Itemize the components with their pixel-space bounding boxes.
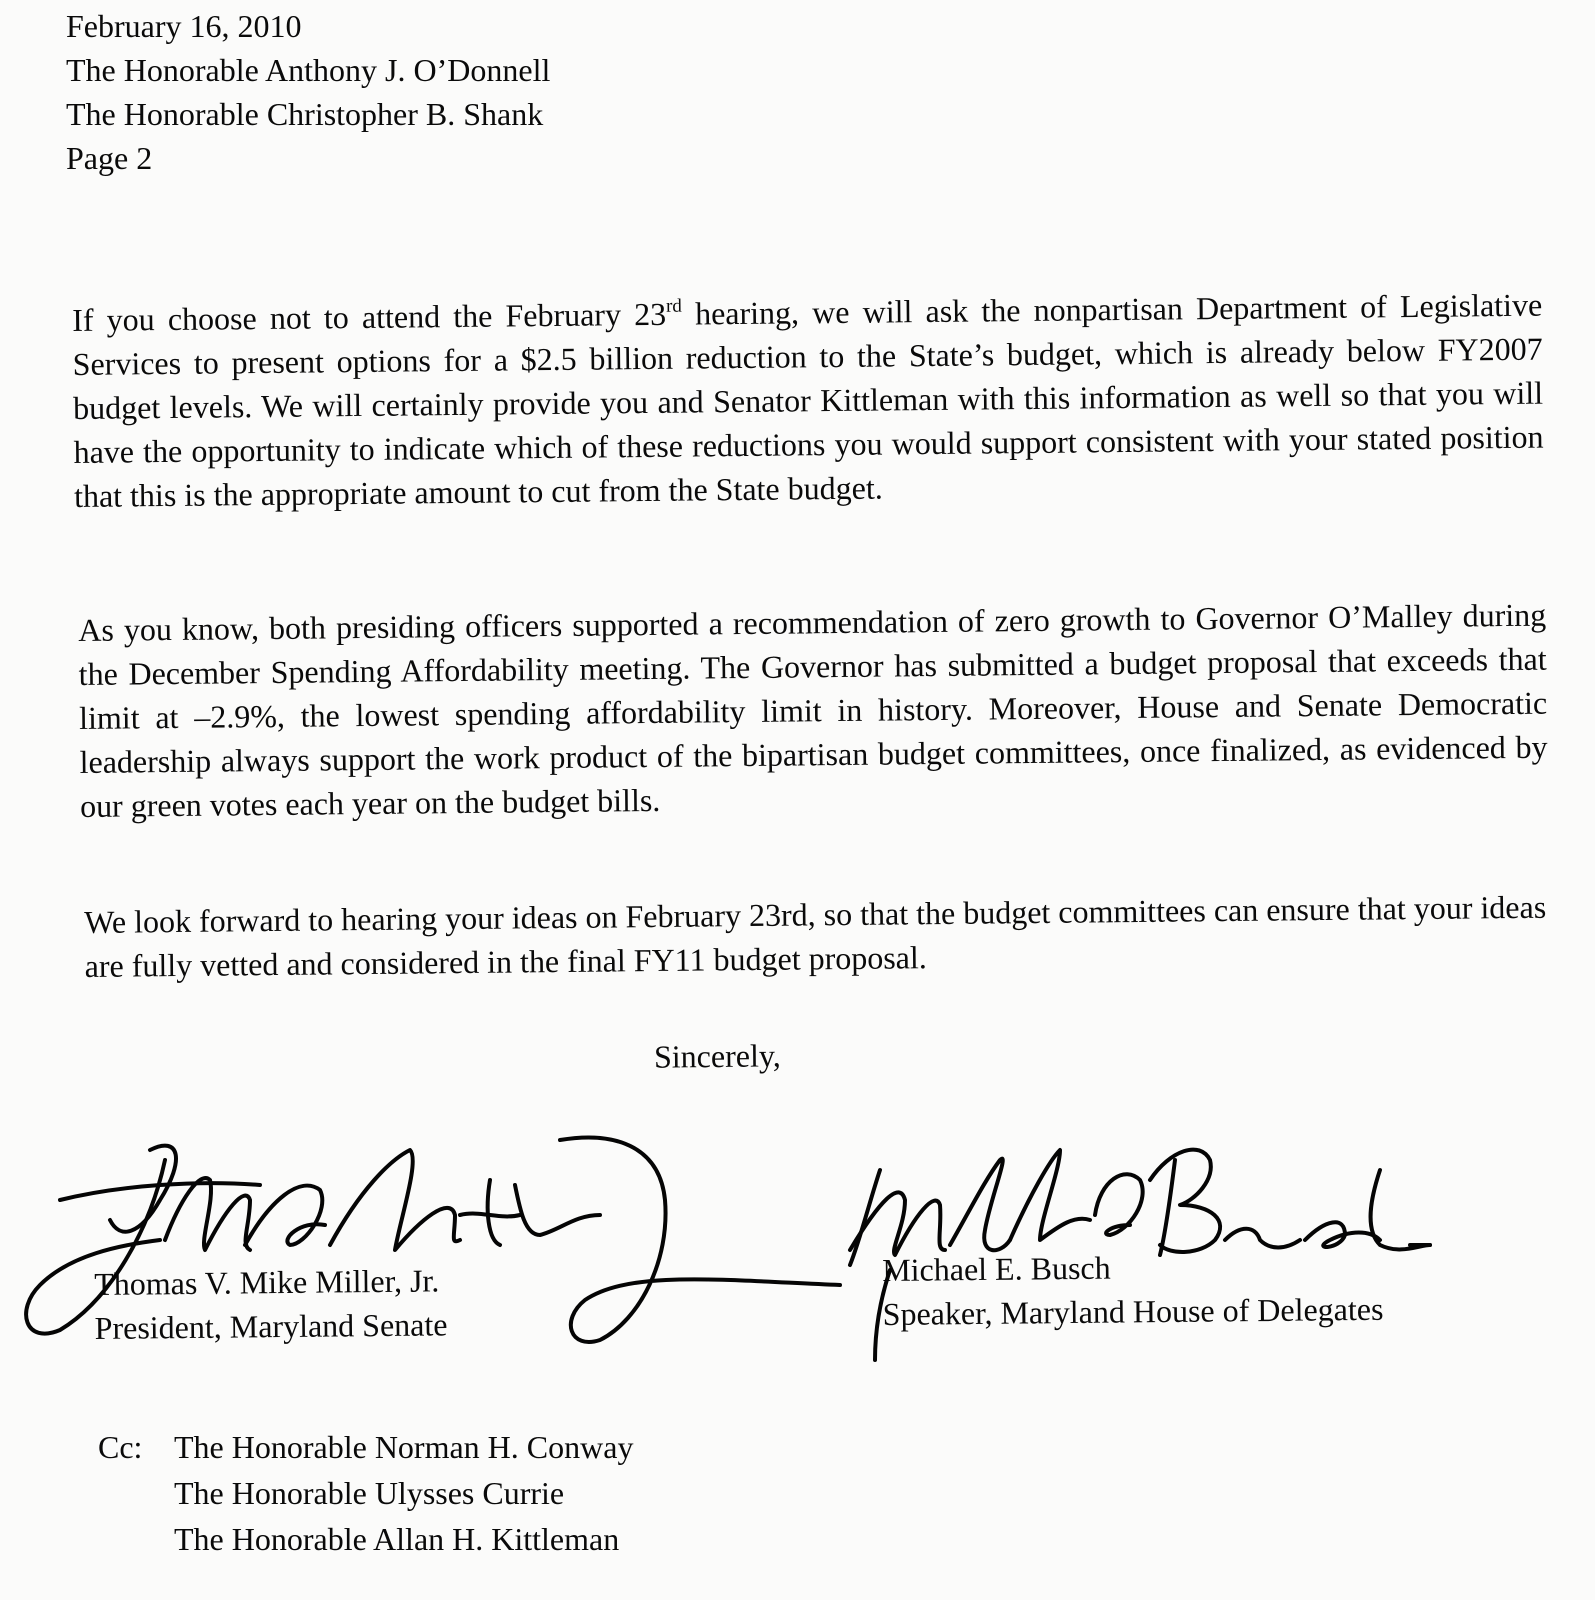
recipient-line-2: The Honorable Christopher B. Shank (66, 96, 544, 132)
paragraph-1-start: If you choose not to attend the February 23 (72, 295, 667, 338)
letter-header (66, 4, 550, 180)
paragraph-3: We look forward to hearing your ideas on February 23rd, so that the budget committees can ensure that your ideas are fully vetted and considered in the final FY11 budget proposal. (84, 888, 1547, 984)
carbon-copy-section (98, 1424, 633, 1562)
signatory-right-title: Speaker, Maryland House of Delegates (882, 1290, 1384, 1332)
ordinal-suffix: rd (665, 295, 682, 317)
signatory-left (94, 1258, 448, 1350)
cc-label: Cc: (98, 1429, 143, 1465)
paragraph-1-rest: hearing, we will ask the nonpartisan Department of Legislative Services to present options for a $2.5 billion reduction to the State’s budget, which is already below FY2007 budget levels. We will certainly provide you and Senator Kittleman with this information as well so that you will have the opportunity to indicate which of these reductions you would support consistent with your stated position that this is the appropriate amount to cut from the State budget. (72, 286, 1544, 514)
signatory-left-name: Thomas V. Mike Miller, Jr. (94, 1262, 440, 1302)
signatory-right-name: Michael E. Busch (882, 1249, 1111, 1288)
cc-recipient: The Honorable Ulysses Currie (174, 1475, 565, 1511)
closing-salutation: Sincerely, (653, 1037, 781, 1075)
cc-list (174, 1424, 633, 1562)
cc-recipient: The Honorable Allan H. Kittleman (174, 1521, 620, 1557)
cc-recipient: The Honorable Norman H. Conway (174, 1429, 634, 1465)
letter-date: February 16, 2010 (66, 8, 302, 44)
signatory-right (882, 1243, 1384, 1336)
signatory-left-title: President, Maryland Senate (94, 1306, 448, 1346)
paragraph-1 (72, 283, 1544, 518)
page-number: Page 2 (66, 140, 153, 176)
paragraph-2: As you know, both presiding officers supported a recommendation of zero growth to Governor O’Malley during the December Spending Affordability meeting. The Governor has submitted a budget proposal that exceeds that limit at –2.9%, the lowest spending affordability limit in history. Moreover, House and Senate Democratic leadership always support the work product of the bipartisan budget committees, once finalized, as evidenced by our green votes each year on the budget bills. (78, 596, 1548, 824)
recipient-line-1: The Honorable Anthony J. O’Donnell (66, 52, 551, 88)
